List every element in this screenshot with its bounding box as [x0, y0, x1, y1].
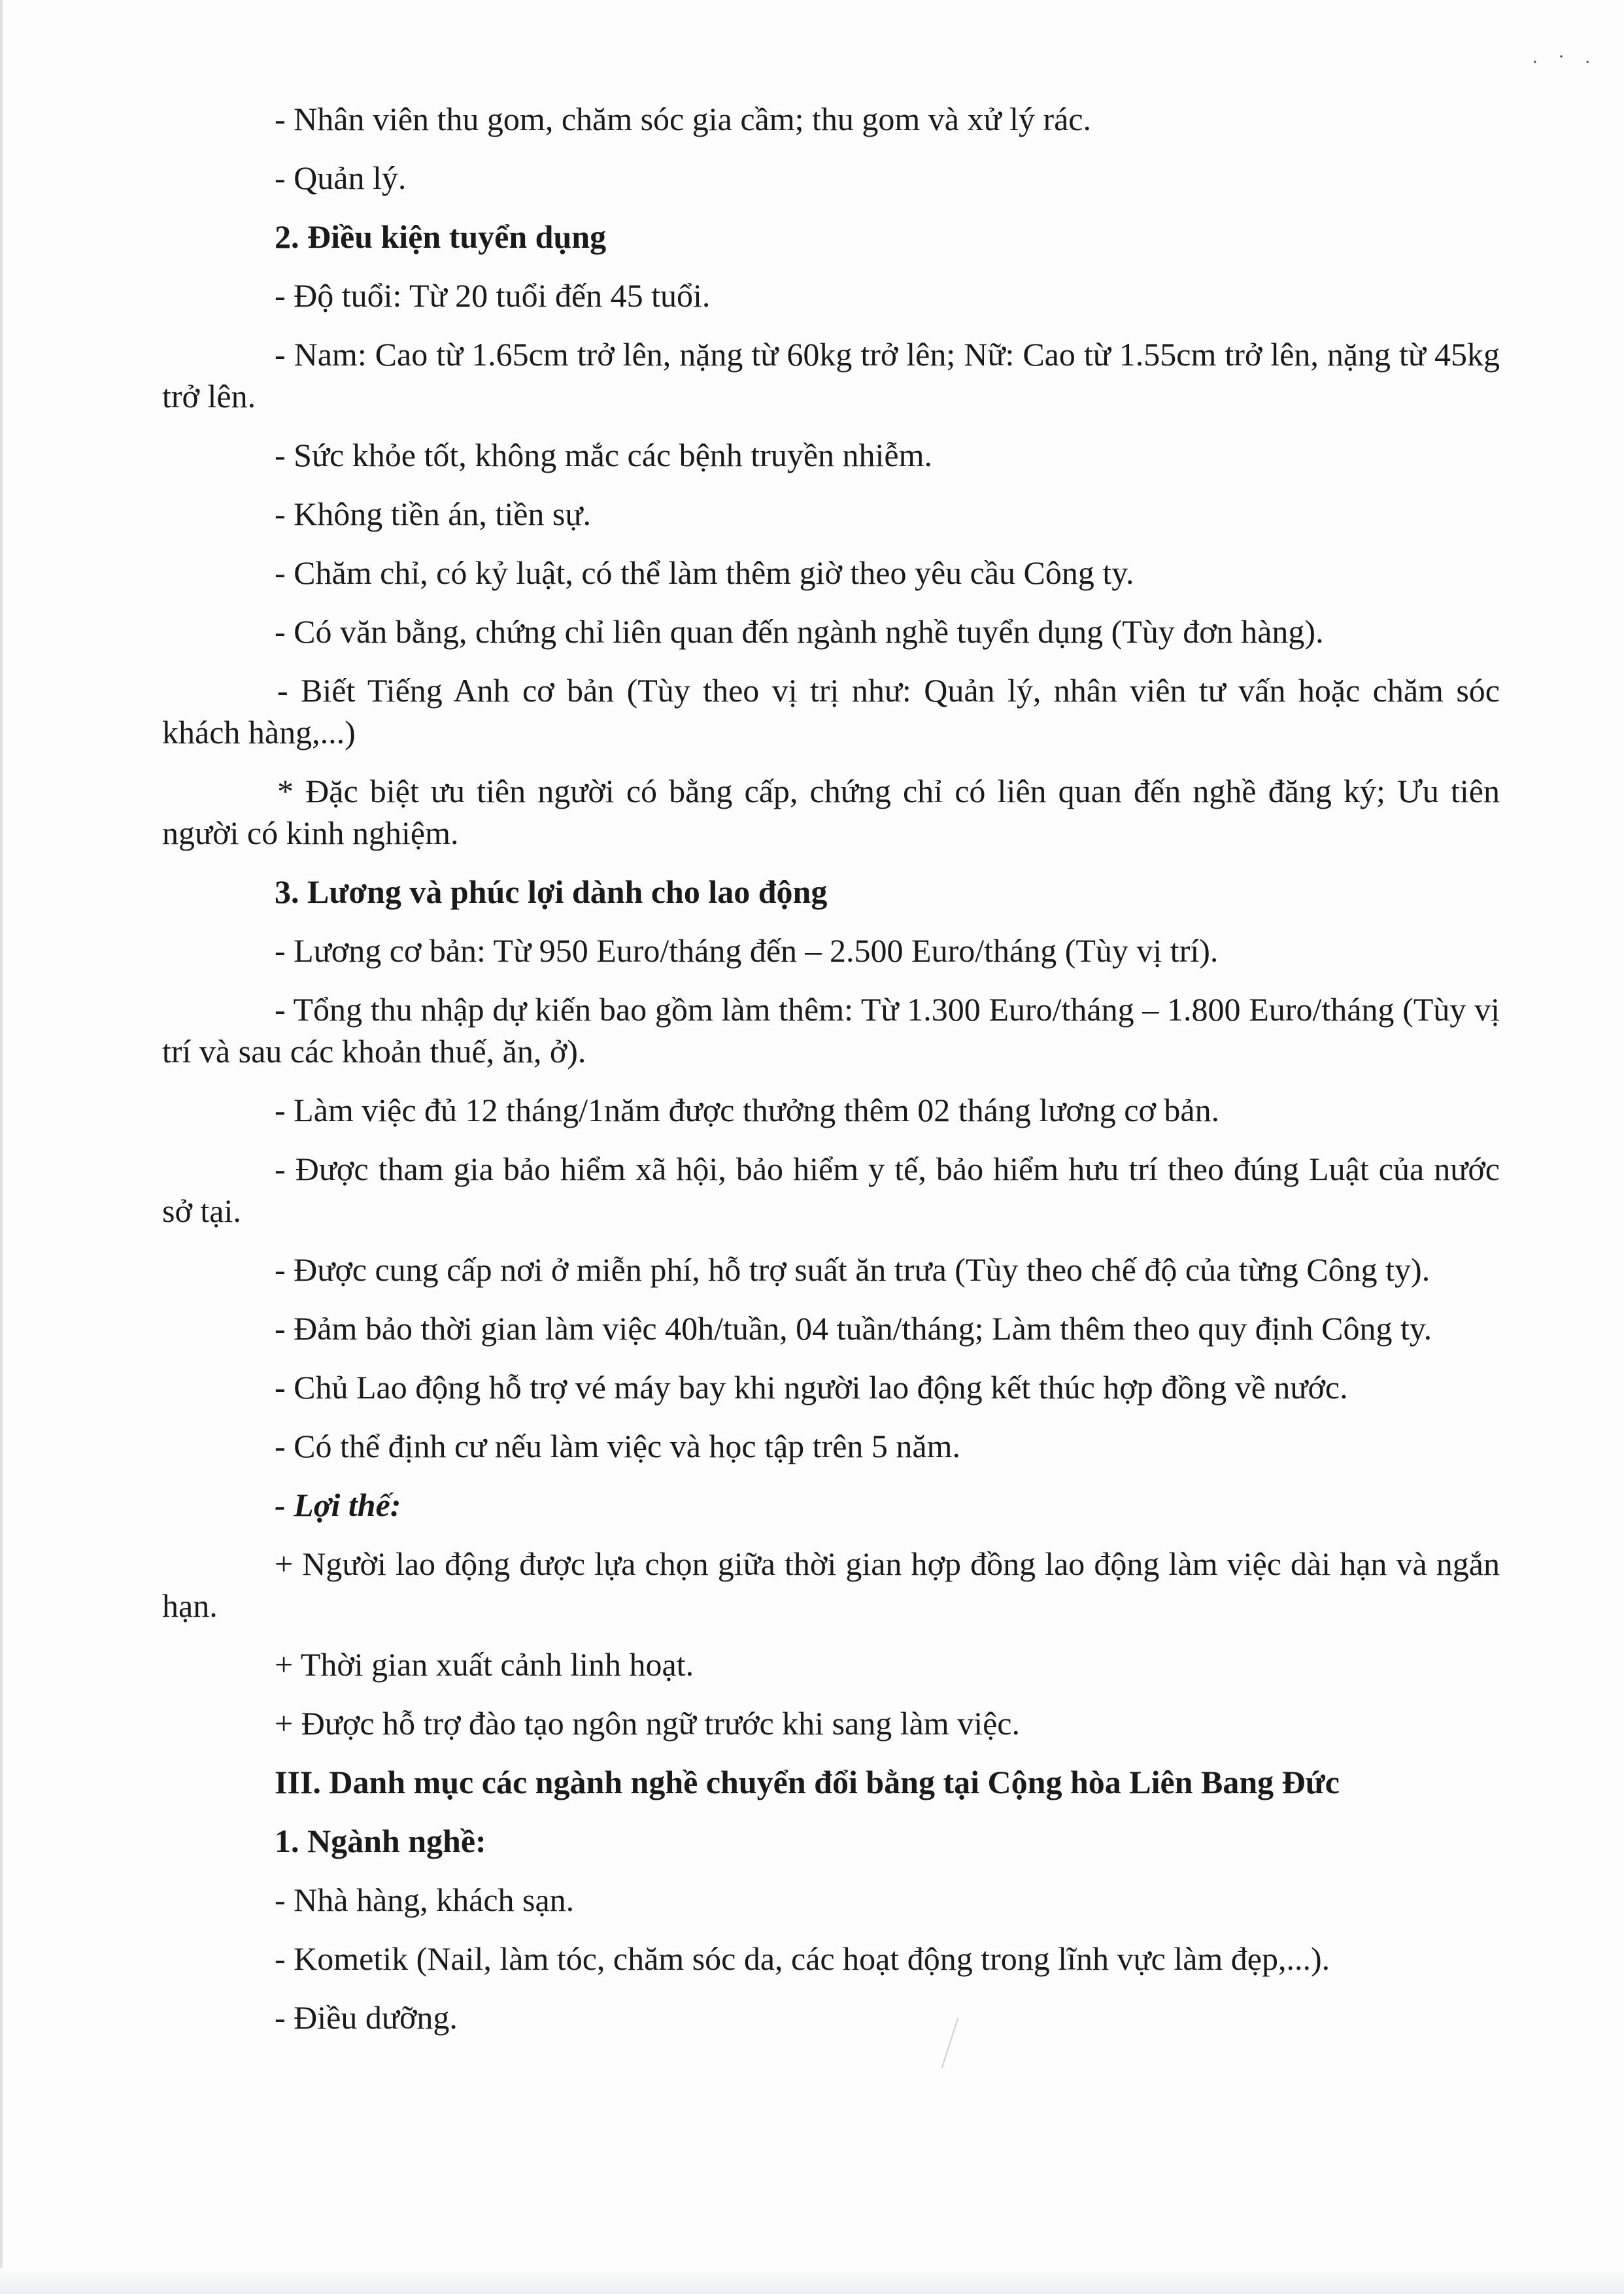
paragraph: - Không tiền án, tiền sự. [275, 496, 591, 532]
paragraph: - Quản lý. [275, 160, 407, 196]
paragraph: - Làm việc đủ 12 tháng/1năm được thưởng thêm 02 tháng lương cơ bản. [275, 1092, 1220, 1128]
section-heading: 2. Điều kiện tuyển dụng [275, 218, 607, 255]
scan-speckle: . · . [1532, 46, 1598, 67]
section-heading: 3. Lương và phúc lợi dành cho lao động [275, 873, 828, 910]
paragraph: + Thời gian xuất cảnh linh hoạt. [275, 1646, 694, 1683]
paragraph: - Có thể định cư nếu làm việc và học tập trên 5 năm. [275, 1428, 960, 1464]
paragraph: + Người lao động được lựa chọn giữa thời gian hợp đồng lao động làm việc dài hạn và ngắn hạn. [162, 1545, 1500, 1624]
paragraph: * Đặc biệt ưu tiên người có bằng cấp, chứng chỉ có liên quan đến nghề đăng ký; Ưu tiên người có kinh nghiệm. [162, 773, 1500, 851]
paragraph: - Chủ Lao động hỗ trợ vé máy bay khi người lao động kết thúc hợp đồng về nước. [275, 1369, 1348, 1406]
paragraph: - Tổng thu nhập dự kiến bao gồm làm thêm: Từ 1.300 Euro/tháng – 1.800 Euro/tháng (Tùy vị trí và sau các khoản thuế, ăn, ở). [162, 991, 1500, 1070]
document-body [162, 98, 1500, 2055]
scan-bottom-edge [0, 2268, 1624, 2294]
subheading-advantages: - Lợi thế: [275, 1487, 401, 1523]
paragraph: - Chăm chỉ, có kỷ luật, có thể làm thêm giờ theo yêu cầu Công ty. [275, 554, 1134, 591]
paragraph: - Biết Tiếng Anh cơ bản (Tùy theo vị trị như: Quản lý, nhân viên tư vấn hoặc chăm sóc khách hàng,...) [162, 672, 1500, 751]
paragraph: - Điều dưỡng. [275, 1999, 458, 2036]
paragraph: - Sức khỏe tốt, không mắc các bệnh truyền nhiễm. [275, 437, 932, 473]
paragraph: - Được cung cấp nơi ở miễn phí, hỗ trợ suất ăn trưa (Tùy theo chế độ của từng Công ty). [275, 1251, 1430, 1288]
paragraph: - Lương cơ bản: Từ 950 Euro/tháng đến – 2.500 Euro/tháng (Tùy vị trí). [275, 932, 1219, 969]
section-heading: III. Danh mục các ngành nghề chuyển đổi bằng tại Cộng hòa Liên Bang Đức [275, 1764, 1340, 1800]
paragraph: - Đảm bảo thời gian làm việc 40h/tuần, 04 tuần/tháng; Làm thêm theo quy định Công ty. [275, 1310, 1432, 1347]
paragraph: - Nhân viên thu gom, chăm sóc gia cầm; thu gom và xử lý rác. [275, 101, 1091, 137]
paragraph: - Có văn bằng, chứng chỉ liên quan đến ngành nghề tuyển dụng (Tùy đơn hàng). [275, 613, 1324, 650]
paragraph: - Độ tuổi: Từ 20 tuổi đến 45 tuổi. [275, 277, 711, 314]
paragraph: - Nhà hàng, khách sạn. [275, 1881, 575, 1918]
paragraph: - Được tham gia bảo hiểm xã hội, bảo hiểm y tế, bảo hiểm hưu trí theo đúng Luật của nước sở tại. [162, 1151, 1500, 1229]
section-heading: 1. Ngành nghề: [275, 1823, 486, 1859]
scan-edge-shadow [0, 0, 3, 2294]
paragraph: + Được hỗ trợ đào tạo ngôn ngữ trước khi sang làm việc. [275, 1705, 1020, 1742]
paragraph: - Kometik (Nail, làm tóc, chăm sóc da, các hoạt động trong lĩnh vực làm đẹp,...). [275, 1940, 1330, 1977]
paragraph: - Nam: Cao từ 1.65cm trở lên, nặng từ 60kg trở lên; Nữ: Cao từ 1.55cm trở lên, nặng từ 45kg trở lên. [162, 336, 1500, 414]
